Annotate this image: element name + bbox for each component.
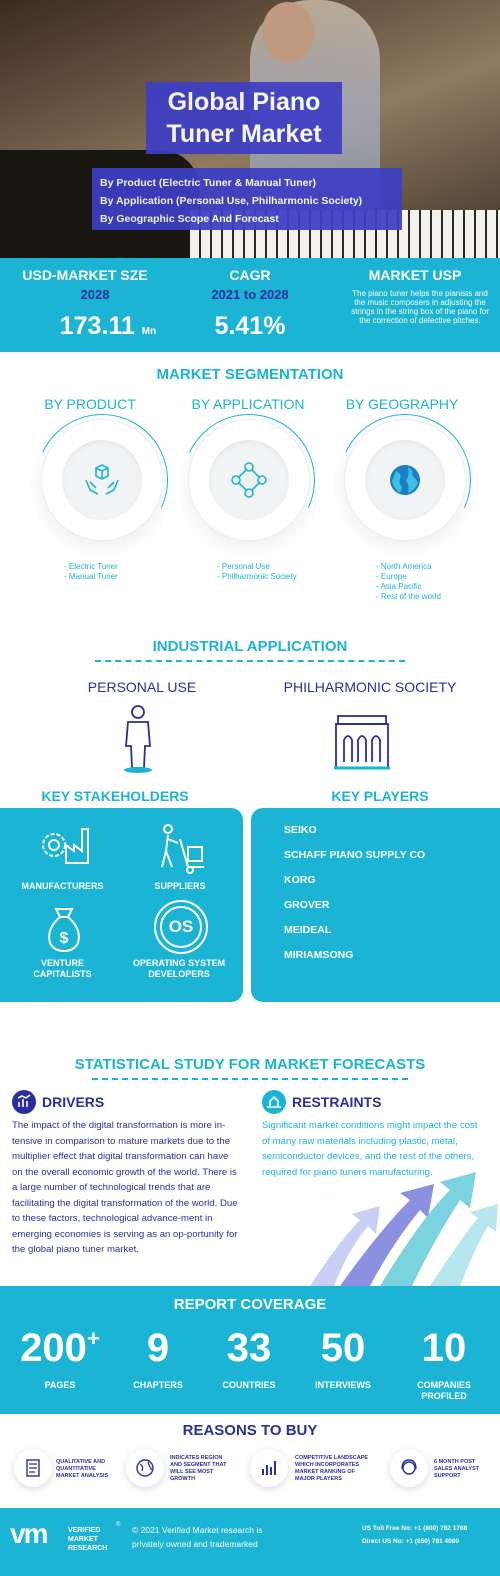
logo-line3: RESEARCH (68, 1545, 108, 1552)
money-bag-icon (42, 905, 86, 955)
reason-text (434, 1459, 494, 1480)
reason-text (56, 1459, 126, 1480)
reason-text (170, 1455, 246, 1483)
vmr-logo-text (68, 1526, 107, 1553)
restraints-icon (262, 1090, 286, 1114)
person-icon (120, 704, 156, 774)
drivers-label: DRIVERS (42, 1094, 105, 1110)
list-item: - Personal Use (217, 562, 270, 571)
cagr-period: 2021 to 2028 (211, 287, 289, 302)
reason-line: MARKET RANKING OF (295, 1469, 355, 1475)
vmr-logo-mark: vm (10, 1518, 47, 1549)
restraints-text: Significant market conditions might impact the cost of many raw materials including plastic, metal, semiconductor devices, and the rest of the others, required for piano tuners manufacturing. (262, 1120, 478, 1178)
contact-numbers (362, 1522, 498, 1548)
reason-icon-support (390, 1449, 428, 1487)
coverage-companies-value: 10 (421, 1326, 467, 1370)
network-nodes-icon (229, 460, 269, 500)
reason-line: WILL SEE MOST (170, 1469, 214, 1475)
venture-line1: VENTURE (40, 958, 84, 968)
reason-line: QUALITATIVE AND (56, 1459, 106, 1465)
personal-use-label: PERSONAL USE (87, 679, 197, 695)
by-product-label: BY PRODUCT (44, 396, 136, 412)
person-head-shape (262, 2, 314, 62)
market-size-year: 2028 (80, 287, 110, 302)
industrial-title: INDUSTRIAL APPLICATION (152, 638, 348, 655)
usp-text: The piano tuner helps the pianists and the music composers in adjusting the strings in the string box of the piano for the correction of defective pitches. (351, 289, 489, 325)
coverage-countries-label: COUNTRIES (222, 1380, 276, 1390)
hero-title-box (146, 82, 342, 154)
coverage-interviews-value: 50 (320, 1326, 366, 1370)
direct-phone: Direct US No: +1 (650) 781 4080 (362, 1538, 460, 1545)
cagr-value: 5.41% (214, 312, 286, 340)
list-item: - Manual Tuner (64, 572, 118, 581)
player-item: SEIKO (284, 824, 317, 836)
market-size-value: 173.11 Mn (59, 312, 157, 340)
suppliers-label: SUPPLIERS (154, 881, 206, 891)
registered-mark: ® (116, 1522, 121, 1528)
geography-circle (345, 420, 465, 540)
divider (95, 660, 405, 662)
by-geography-label: BY GEOGRAPHY (345, 396, 459, 412)
os-line1: OPERATING SYSTEM (132, 958, 226, 968)
footer (0, 1508, 500, 1576)
factory-gear-icon (40, 823, 92, 867)
geography-list (376, 562, 441, 602)
drivers-text: The impact of the digital transformation is more in-tensive in comparison to mature markets due to the multiplier effect that digital transformation can have on the overall economic growth of the world. There is a large number of technological trends that are facilitating the digital transformation of the world. Due to these factors, technological advance-ment in emerging economies is serving as an op-portunity for the global piano tuner market. (12, 1120, 238, 1255)
hero-subtitle-box (92, 168, 402, 230)
venture-capitalists-label (10, 958, 115, 980)
list-item: - Asia Pacific (376, 582, 422, 591)
reason-icon-bars (250, 1449, 288, 1487)
bar-chart-icon (250, 1449, 288, 1487)
stakeholders-panel (0, 808, 243, 1002)
reason-line: INDICATES REGION (170, 1455, 223, 1461)
reason-line: GROWTH (170, 1476, 196, 1482)
coverage-pages-label: PAGES (44, 1380, 76, 1390)
hero-subtitle-product: By Product (Electric Tuner & Manual Tuner) (100, 177, 317, 189)
player-item: MIRIAMSONG (284, 949, 354, 961)
os-icon (154, 900, 208, 954)
product-list (64, 562, 118, 582)
coverage-companies-label (394, 1380, 494, 1402)
usp-label: MARKET USP (368, 267, 462, 283)
list-item: - North America (376, 562, 432, 571)
reason-line: AND SEGMENT THAT (170, 1462, 227, 1468)
player-item: MEIDEAL (284, 924, 332, 936)
product-circle (42, 420, 162, 540)
study-title: STATISTICAL STUDY FOR MARKET FORECASTS (74, 1056, 426, 1073)
coverage-companies-line2: PROFILED (421, 1391, 467, 1401)
manufacturers-label: MANUFACTURERS (21, 881, 104, 891)
reason-line: MAJOR PLAYERS (295, 1476, 342, 1482)
reason-line: 6 MONTH POST (434, 1459, 476, 1465)
player-item: SCHAFF PIANO SUPPLY CO (284, 849, 426, 861)
reason-text (295, 1455, 385, 1483)
reason-line: SALES ANALYST (434, 1466, 480, 1472)
coverage-interviews-label: INTERVIEWS (315, 1380, 371, 1390)
divider (92, 1078, 408, 1080)
logo-line1: VERIFIED (68, 1527, 101, 1534)
reason-line: WHICH INCORPORATES (295, 1462, 360, 1468)
segmentation-title: MARKET SEGMENTATION (156, 366, 344, 383)
players-panel (251, 808, 500, 1002)
os-developers-label (120, 958, 238, 980)
reason-line: QUANTITATIVE (56, 1466, 96, 1472)
list-item: - Europe (376, 572, 407, 581)
player-item: KORG (284, 874, 316, 886)
hero-title-line2: Tuner Market (166, 120, 322, 148)
hero-subtitle-geography: By Geographic Scope And Forecast (100, 213, 279, 225)
us-phone: US Toll Free No: +1 (800) 782 1768 (362, 1525, 468, 1532)
copyright (132, 1523, 332, 1551)
hand-truck-icon (158, 823, 208, 875)
list-item: - Philharmonic Society (217, 572, 297, 581)
growth-arrows-illustration (300, 1160, 500, 1286)
globe-small-icon (126, 1449, 164, 1487)
hero-title-line1: Global Piano (167, 88, 321, 116)
market-size-label: USD-MARKET SZE (22, 267, 148, 283)
coverage-chapters-value: 9 (146, 1326, 170, 1370)
reason-line: COMPETITIVE LANDSCAPE (295, 1455, 369, 1461)
concert-hall-icon (332, 712, 392, 772)
players-title: KEY PLAYERS (331, 788, 429, 804)
list-item: - Electric Tuner (64, 562, 118, 571)
coverage-pages-value: 200+ (20, 1326, 100, 1370)
coverage-chapters-label: CHAPTERS (133, 1380, 183, 1390)
reason-icon-globe (126, 1449, 164, 1487)
application-list (217, 562, 297, 582)
os-badge: OS (160, 906, 202, 948)
os-line2: DEVELOPERS (148, 969, 210, 979)
copyright-line2: privately owned and trademarked (132, 1539, 258, 1549)
reason-line: MARKET ANALYSIS (56, 1473, 109, 1479)
headset-icon (390, 1449, 428, 1487)
coverage-companies-line1: COMPANIES (417, 1380, 471, 1390)
philharmonic-label: PHILHARMONIC SOCIETY (283, 679, 457, 695)
coverage-title: REPORT COVERAGE (173, 1296, 327, 1313)
restraints-label: RESTRAINTS (292, 1094, 382, 1110)
cagr-label: CAGR (229, 267, 271, 283)
venture-line2: CAPITALISTS (33, 969, 92, 979)
list-item: - Rest of the world (376, 592, 441, 601)
coverage-countries-value: 33 (226, 1326, 272, 1370)
stats-band (0, 258, 500, 352)
stakeholders-title: KEY STAKEHOLDERS (41, 788, 189, 804)
reason-icon-document (14, 1449, 52, 1487)
copyright-line1: © 2021 Verified Market research is (132, 1525, 263, 1535)
application-circle (189, 420, 309, 540)
logo-line2: MARKET (68, 1536, 98, 1543)
document-icon (14, 1449, 52, 1487)
hero-subtitle-application: By Application (Personal Use, Philharmonic Society) (100, 195, 363, 207)
hands-box-icon (82, 460, 122, 500)
reasons-title: REASONS TO BUY (182, 1422, 318, 1439)
by-application-label: BY APPLICATION (191, 396, 305, 412)
player-item: GROVER (284, 899, 330, 911)
globe-icon (388, 463, 422, 497)
chart-icon (12, 1090, 36, 1114)
reason-line: SUPPORT (434, 1473, 461, 1479)
coverage-band (0, 1286, 500, 1414)
svg-text:$: $ (59, 930, 69, 947)
